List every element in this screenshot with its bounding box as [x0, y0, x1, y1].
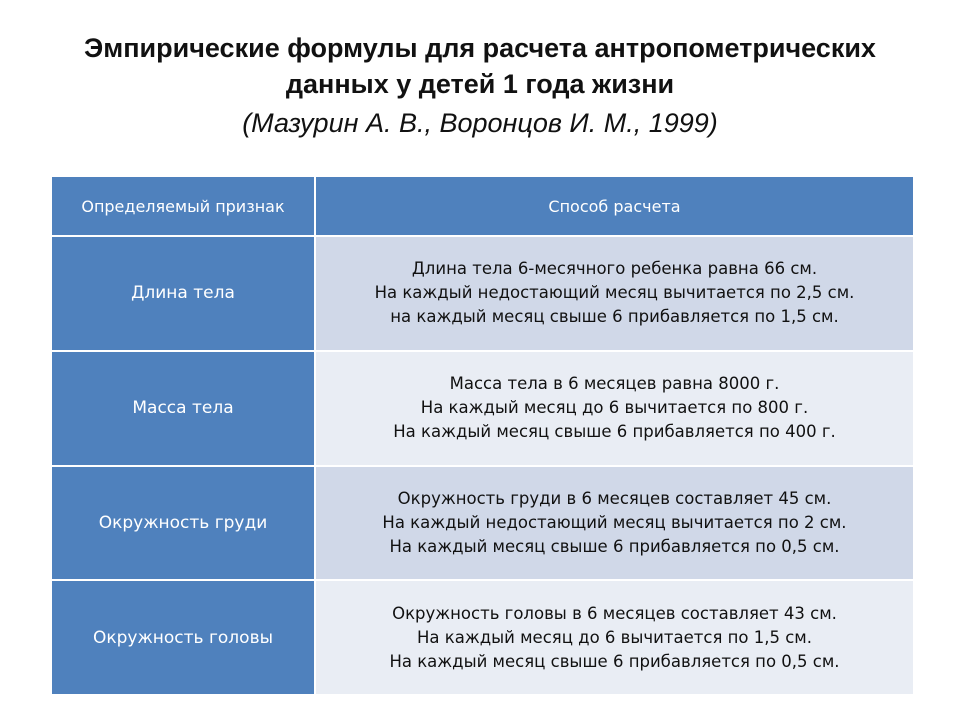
method-line: На каждый недостающий месяц вычитается по 2,5 см.	[374, 283, 855, 303]
formulas-table	[50, 175, 915, 696]
row-method	[315, 466, 914, 581]
method-line: Окружность головы в 6 месяцев составляет 43 см.	[392, 603, 837, 623]
table-row	[51, 236, 914, 351]
title-line-1: Эмпирические формулы для расчета антропометрических	[84, 33, 876, 63]
row-feature: Окружность груди	[51, 466, 315, 581]
header-feature: Определяемый признак	[51, 176, 315, 236]
header-method: Способ расчета	[315, 176, 914, 236]
method-line: На каждый месяц свыше 6 прибавляется по 400 г.	[393, 422, 836, 442]
row-method	[315, 236, 914, 351]
source-citation: (Мазурин А. В., Воронцов И. М., 1999)	[242, 108, 718, 138]
method-line: Окружность груди в 6 месяцев составляет 45 см.	[397, 488, 832, 508]
table-row	[51, 351, 914, 466]
method-line: Масса тела в 6 месяцев равна 8000 г.	[449, 374, 780, 394]
table-row	[51, 580, 914, 695]
table-header-row	[51, 176, 914, 236]
method-line: На каждый недостающий месяц вычитается по 2 см.	[382, 512, 847, 532]
title-line-2: данных у детей 1 года жизни	[285, 69, 675, 99]
title-block	[0, 30, 960, 142]
method-line: На каждый месяц свыше 6 прибавляется по 0,5 см.	[389, 536, 840, 556]
method-line: Длина тела 6-месячного ребенка равна 66 см.	[411, 259, 818, 279]
row-method	[315, 351, 914, 466]
row-feature: Масса тела	[51, 351, 315, 466]
row-method	[315, 580, 914, 695]
method-line: На каждый месяц до 6 вычитается по 1,5 см.	[416, 627, 812, 647]
method-line: на каждый месяц свыше 6 прибавляется по 1,5 см.	[390, 307, 839, 327]
table-row	[51, 466, 914, 581]
formulas-table-container	[50, 175, 913, 692]
method-line: На каждый месяц свыше 6 прибавляется по 0,5 см.	[389, 651, 840, 671]
method-line: На каждый месяц до 6 вычитается по 800 г.	[420, 398, 809, 418]
row-feature: Длина тела	[51, 236, 315, 351]
row-feature: Окружность головы	[51, 580, 315, 695]
